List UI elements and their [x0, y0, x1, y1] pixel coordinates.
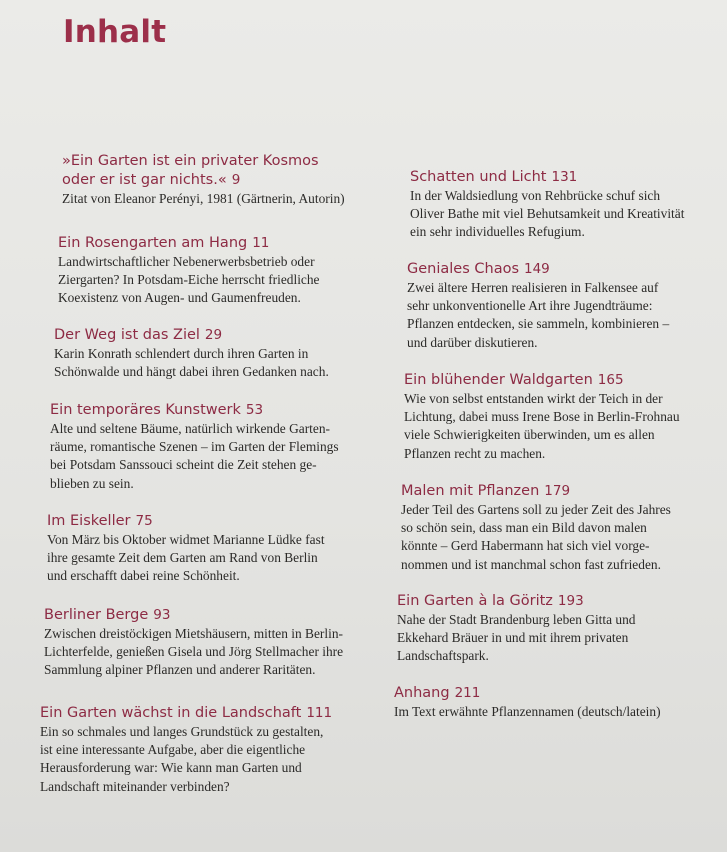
page-number: 165	[597, 372, 624, 388]
entry-heading: Ein Rosengarten am Hang 11	[58, 235, 270, 251]
entry-heading: Geniales Chaos 149	[407, 261, 550, 277]
entry-heading: Malen mit Pflanzen 179	[401, 483, 571, 499]
toc-entry[interactable]	[44, 606, 343, 680]
page-number: 211	[454, 685, 481, 701]
entry-description: Zitat von Eleanor Perényi, 1981 (Gärtnerin, Autorin)	[62, 191, 345, 206]
toc-entry[interactable]	[407, 260, 669, 352]
entry-description: Nahe der Stadt Brandenburg leben Gitta und Ekkehard Bräuer in und mit ihrem privaten Landschaftspark.	[397, 612, 636, 664]
page-number: 193	[557, 593, 584, 609]
toc-entry[interactable]	[58, 234, 320, 308]
toc-entry[interactable]	[404, 371, 680, 463]
entry-heading: Im Eiskeller 75	[47, 513, 153, 529]
entry-description: Alte und seltene Bäume, natürlich wirkende Garten- räume, romantische Szenen – im Garten der Flemings bei Potsdam Sanssouci scheint die Zeit stehen ge- blieben zu sein.	[50, 421, 339, 491]
toc-entry[interactable]	[50, 401, 339, 493]
page-number: 179	[544, 483, 571, 499]
entry-heading: Ein blühender Waldgarten 165	[404, 372, 624, 388]
entry-description: Karin Konrath schlendert durch ihren Garten in Schönwalde und hängt dabei ihren Gedanken nach.	[54, 346, 329, 380]
toc-entry[interactable]	[397, 592, 636, 666]
entry-description: Wie von selbst entstanden wirkt der Teich in der Lichtung, dabei muss Irene Bose in Berlin-Frohnau viele Schwierigkeiten überwinden, um es allen Pflanzen recht zu machen.	[404, 391, 680, 461]
toc-entry[interactable]	[410, 168, 684, 242]
entry-description: In der Waldsiedlung von Rehbrücke schuf sich Oliver Bathe mit viel Behutsamkeit und Kreativität ein sehr individuelles Refugium.	[410, 188, 685, 240]
page-number: 9	[231, 172, 241, 188]
entry-description: Im Text erwähnte Pflanzennamen (deutsch/latein)	[394, 704, 661, 719]
entry-heading: »Ein Garten ist ein privater Kosmos oder er ist gar nichts.« 9	[62, 153, 319, 188]
page-number: 29	[204, 327, 223, 343]
toc-entry[interactable]	[62, 152, 345, 208]
page-number: 75	[135, 513, 153, 529]
entry-description: Zwischen dreistöckigen Mietshäusern, mitten in Berlin- Lichterfelde, genießen Gisela und Jörg Stellmacher ihre Sammlung alpiner Pflanzen und anderer Raritäten.	[44, 626, 344, 678]
page-number: 53	[245, 402, 264, 418]
entry-description: Von März bis Oktober widmet Marianne Lüdke fast ihre gesamte Zeit dem Garten am Rand von Berlin und erschafft dabei reine Schönheit.	[47, 532, 325, 584]
toc-entry[interactable]	[401, 482, 671, 574]
page-number: 131	[551, 169, 578, 185]
entry-description: Landwirtschaftlicher Nebenerwerbsbetrieb oder Ziergarten? In Potsdam-Eiche herrscht friedliche Koexistenz von Augen- und Gaumenfreuden.	[58, 254, 320, 306]
toc-entry[interactable]	[40, 704, 332, 796]
page-number: 111	[306, 705, 333, 721]
entry-heading: Schatten und Licht 131	[410, 169, 578, 185]
entry-heading: Ein Garten wächst in die Landschaft 111	[40, 705, 333, 721]
toc-entry[interactable]	[47, 512, 325, 586]
page-number: 149	[524, 261, 550, 277]
page-number: 93	[153, 607, 171, 623]
entry-heading: Ein Garten à la Göritz 193	[397, 593, 584, 609]
toc-entry[interactable]	[54, 326, 329, 381]
entry-heading: Der Weg ist das Ziel 29	[54, 327, 223, 343]
page-title: Inhalt	[63, 14, 167, 50]
entry-heading: Ein temporäres Kunstwerk 53	[50, 402, 264, 418]
entry-description: Ein so schmales und langes Grundstück zu gestalten, ist eine interessante Aufgabe, aber die eigentliche Herausforderung war: Wie kann man Garten und Landschaft miteinander verbinden?	[40, 724, 324, 794]
page-number: 11	[252, 235, 270, 251]
toc-entry[interactable]	[394, 684, 661, 721]
entry-description: Jeder Teil des Gartens soll zu jeder Zeit des Jahres so schön sein, dass man ein Bild davon malen könnte – Gerd Habermann hat sich viel vorge- nommen und ist manchmal schon fast zufrieden.	[401, 502, 671, 572]
entry-heading: Anhang 211	[394, 685, 481, 701]
entry-heading: Berliner Berge 93	[44, 607, 171, 623]
entry-description: Zwei ältere Herren realisieren in Falkensee auf sehr unkonventionelle Art ihre Jugendträume: Pflanzen entdecken, sie sammeln, kombinieren – und darüber diskutieren.	[407, 280, 670, 350]
